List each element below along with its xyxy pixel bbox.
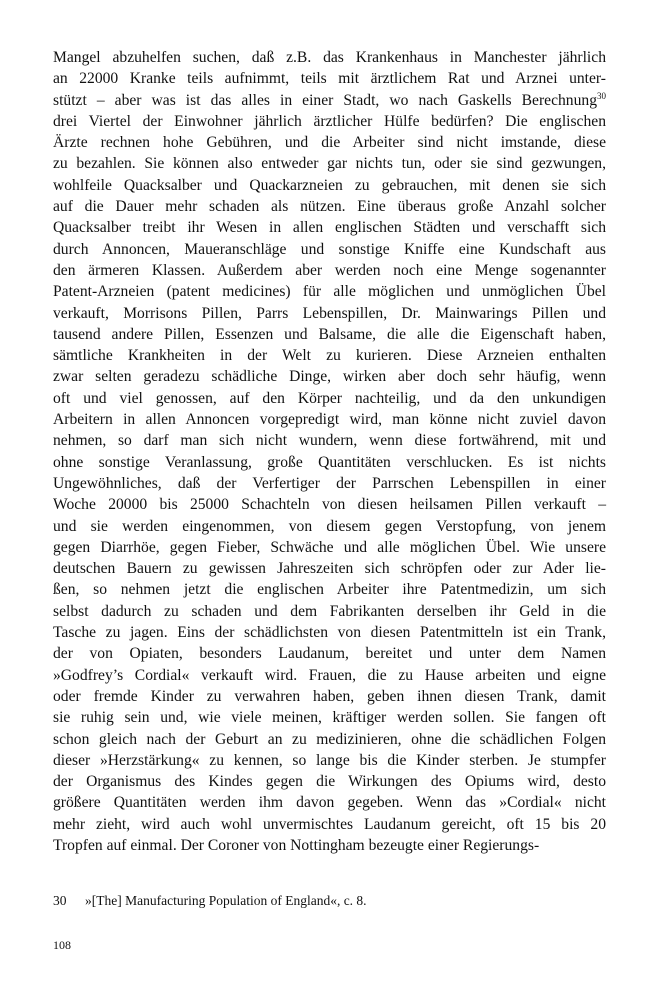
- text-line: den ärmeren Klassen. Außerdem aber werden noch eine Menge sogenannter: [53, 261, 606, 279]
- footnote-number: 30: [53, 893, 67, 908]
- footnote: [53, 893, 367, 909]
- text-line-content: stützt – aber was ist das alles in einer Stadt, wo nach Gaskells Berechnung: [53, 91, 597, 109]
- text-line: ßen, so nehmen jetzt die englischen Arbeiter ihre Patentmedizin, um sich: [53, 581, 606, 599]
- text-line: selbst dadurch zu schaden und dem Fabrikanten derselben ihr Geld in die: [53, 602, 606, 620]
- text-line: Tasche zu jagen. Eins der schädlichsten von diesen Patentmitteln ist ein Trank,: [53, 624, 606, 642]
- text-line: der Organismus des Kindes gegen die Wirkungen des Opiums wird, desto: [53, 773, 606, 791]
- text-line: mehr zieht, wird auch wohl unvermischtes Laudanum gereicht, oft 15 bis 20: [53, 815, 606, 833]
- text-line: schon gleich nach der Geburt an zu medizinieren, ohne die schädlichen Folgen: [53, 730, 606, 748]
- text-line: verkauft, Morrisons Pillen, Parrs Lebenspillen, Dr. Mainwarings Pillen und: [53, 304, 606, 322]
- text-line: sämtliche Krankheiten in der Welt zu kurieren. Diese Arzneien enthalten: [53, 347, 606, 365]
- text-line: oft und viel genossen, auf den Körper nachteilig, und da den unkundigen: [53, 389, 606, 407]
- footnote-reference: 30: [597, 90, 606, 101]
- text-line-with-footnote-ref: [53, 90, 606, 111]
- text-line: nehmen, so darf man sich nicht wundern, wenn diese fortwährend, mit und: [53, 432, 606, 450]
- text-line: Ungewöhnliches, daß der Verfertiger der Parrschen Lebenspillen in einer: [53, 474, 606, 492]
- text-line: tausend andere Pillen, Essenzen und Balsame, die alle die Eigenschaft haben,: [53, 325, 606, 343]
- text-line: Ärzte rechnen hohe Gebühren, und die Arbeiter sind nicht imstande, diese: [53, 134, 606, 152]
- text-line: Patent-Arzneien (patent medicines) für alle möglichen und unmöglichen Übel: [53, 283, 606, 301]
- text-line: Tropfen auf einmal. Der Coroner von Nottingham bezeugte einer Regierungs-: [53, 836, 540, 854]
- main-text: [53, 47, 606, 856]
- text-line: Arbeitern in allen Annoncen vorgepredigt wird, man könne nicht zuviel davon: [53, 411, 606, 429]
- text-line: auf die Dauer mehr schaden als nützen. Eine überaus große Anzahl solcher: [53, 198, 606, 216]
- text-line: größere Quantitäten werden ihm davon gegeben. Wenn das »Cordial« nicht: [53, 794, 606, 812]
- text-line: drei Viertel der Einwohner jährlich ärztlicher Hülfe bedürfen? Die englischen: [53, 112, 606, 130]
- text-line: Mangel abzuhelfen suchen, daß z.B. das Krankenhaus in Manchester jährlich: [53, 49, 606, 66]
- text-line: der von Opiaten, besonders Laudanum, bereitet und unter dem Namen: [53, 645, 606, 663]
- text-line: durch Annoncen, Maueranschläge und sonstige Kniffe eine Kundschaft aus: [53, 240, 606, 258]
- text-line: zwar selten geradezu schädliche Dinge, wirken aber doch sehr häufig, wenn: [53, 368, 606, 386]
- text-line: sie ruhig sein und, wie viele meinen, kräftiger werden sollen. Sie fangen oft: [53, 709, 606, 727]
- text-line: Quacksalber treibt ihr Wesen in allen englischen Städten und verschafft sich: [53, 219, 606, 237]
- text-line: deutschen Bauern zu gewissen Jahreszeiten sich schröpfen oder zur Ader lie-: [53, 560, 606, 578]
- text-line: ohne sonstige Veranlassung, große Quantitäten verschlucken. Es ist nichts: [53, 453, 606, 471]
- text-line: und sie werden eingenommen, von diesem gegen Verstopfung, von jenem: [53, 517, 606, 535]
- text-line: dieser »Herzstärkung« zu kennen, so lange bis die Kinder sterben. Je stumpfer: [53, 751, 606, 769]
- page-number: 108: [53, 938, 71, 952]
- text-line: oder fremde Kinder zu verwahren haben, geben ihnen diesen Trank, damit: [53, 687, 606, 705]
- text-line: wohlfeile Quacksalber und Quackarzneien zu gebrauchen, mit denen sie sich: [53, 176, 606, 194]
- text-line: an 22000 Kranke teils aufnimmt, teils mit ärztlichem Rat und Arznei unter-: [53, 70, 606, 88]
- footnote-text: »[The] Manufacturing Population of England«, c. 8.: [85, 893, 367, 908]
- text-line: zu bezahlen. Sie können also entweder gar nichts tun, oder sie sind gezwungen,: [53, 155, 606, 173]
- text-line: gegen Diarrhöe, gegen Fieber, Schwäche und alle möglichen Übel. Wie unsere: [53, 538, 606, 556]
- text-line: Woche 20000 bis 25000 Schachteln von diesen heilsamen Pillen verkauft –: [53, 496, 606, 514]
- text-line: »Godfrey’s Cordial« verkauft wird. Frauen, die zu Hause arbeiten und eigne: [53, 666, 606, 684]
